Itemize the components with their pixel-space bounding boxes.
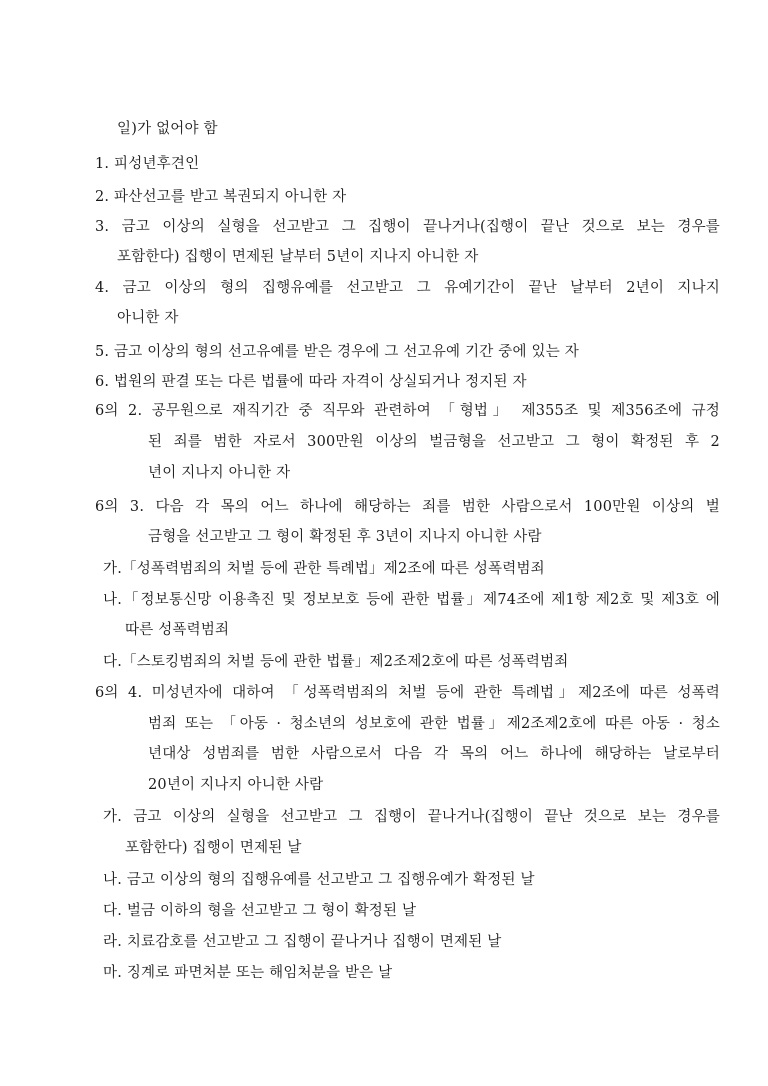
list-item-continuation: 년이 지나지 아니한 자 bbox=[148, 465, 291, 481]
sub-list-item-continuation: 따른 성폭력범죄 bbox=[125, 622, 230, 638]
list-item: 6의 4. 미성년자에 대하여 「성폭력범죄의 처벌 등에 관한 특례법」제2조에 따른 성폭력 bbox=[95, 685, 720, 701]
list-item: 6. 법원의 판결 또는 다른 법률에 따라 자격이 상실되거나 정지된 자 bbox=[95, 374, 527, 390]
list-item: 4. 금고 이상의 형의 집행유예를 선고받고 그 유예기간이 끝난 날부터 2년이 지나지 bbox=[95, 280, 720, 296]
list-item-continuation: 포함한다) 집행이 면제된 날부터 5년이 지나지 아니한 자 bbox=[117, 249, 479, 265]
list-item: 2. 파산선고를 받고 복권되지 아니한 자 bbox=[95, 189, 347, 205]
sub-list-item: 다.「스토킹범죄의 처벌 등에 관한 법률」제2조제2호에 따른 성폭력범죄 bbox=[103, 654, 569, 670]
sub-list-item: 라. 치료감호를 선고받고 그 집행이 끝나거나 집행이 면제된 날 bbox=[103, 934, 502, 950]
sub-list-item: 가. 금고 이상의 실형을 선고받고 그 집행이 끝나거나(집행이 끝난 것으로 보는 경우를 bbox=[103, 809, 720, 825]
list-item: 6의 2. 공무원으로 재직기간 중 직무와 관련하여 「형법」 제355조 및 제356조에 규정 bbox=[95, 403, 720, 419]
list-item: 6의 3. 다음 각 목의 어느 하나에 해당하는 죄를 범한 사람으로서 100만원 이상의 벌 bbox=[95, 499, 720, 515]
list-item-continuation: 20년이 지나지 아니한 사람 bbox=[148, 777, 324, 793]
sub-list-item: 나.「정보통신망 이용촉진 및 정보보호 등에 관한 법률」제74조에 제1항 제2호 및 제3호 에 bbox=[103, 592, 720, 608]
list-item-continuation: 아니한 자 bbox=[117, 310, 179, 326]
list-item-continuation: 된 죄를 범한 자로서 300만원 이상의 벌금형을 선고받고 그 형이 확정된 후 2 bbox=[148, 434, 720, 450]
list-item-continuation: 범죄 또는 「아동 · 청소년의 성보호에 관한 법률」제2조제2호에 따른 아동 · 청소 bbox=[148, 716, 720, 732]
sub-list-item-continuation: 포함한다) 집행이 면제된 날 bbox=[125, 840, 302, 856]
list-item: 3. 금고 이상의 실형을 선고받고 그 집행이 끝나거나(집행이 끝난 것으로 보는 경우를 bbox=[95, 219, 720, 235]
sub-list-item: 나. 금고 이상의 형의 집행유예를 선고받고 그 집행유예가 확정된 날 bbox=[103, 872, 535, 888]
text-line: 일)가 없어야 함 bbox=[117, 121, 218, 137]
sub-list-item: 마. 징계로 파면처분 또는 해임처분을 받은 날 bbox=[103, 965, 393, 981]
list-item-continuation: 년대상 성범죄를 범한 사람으로서 다음 각 목의 어느 하나에 해당하는 날로부터 bbox=[148, 746, 720, 762]
list-item-continuation: 금형을 선고받고 그 형이 확정된 후 3년이 지나지 아니한 사람 bbox=[148, 529, 542, 545]
sub-list-item: 가.「성폭력범죄의 처벌 등에 관한 특례법」제2조에 따른 성폭력범죄 bbox=[103, 561, 545, 577]
sub-list-item: 다. 벌금 이하의 형을 선고받고 그 형이 확정된 날 bbox=[103, 903, 417, 919]
list-item: 5. 금고 이상의 형의 선고유예를 받은 경우에 그 선고유예 기간 중에 있는 자 bbox=[95, 344, 579, 360]
list-item: 1. 피성년후견인 bbox=[95, 156, 200, 172]
